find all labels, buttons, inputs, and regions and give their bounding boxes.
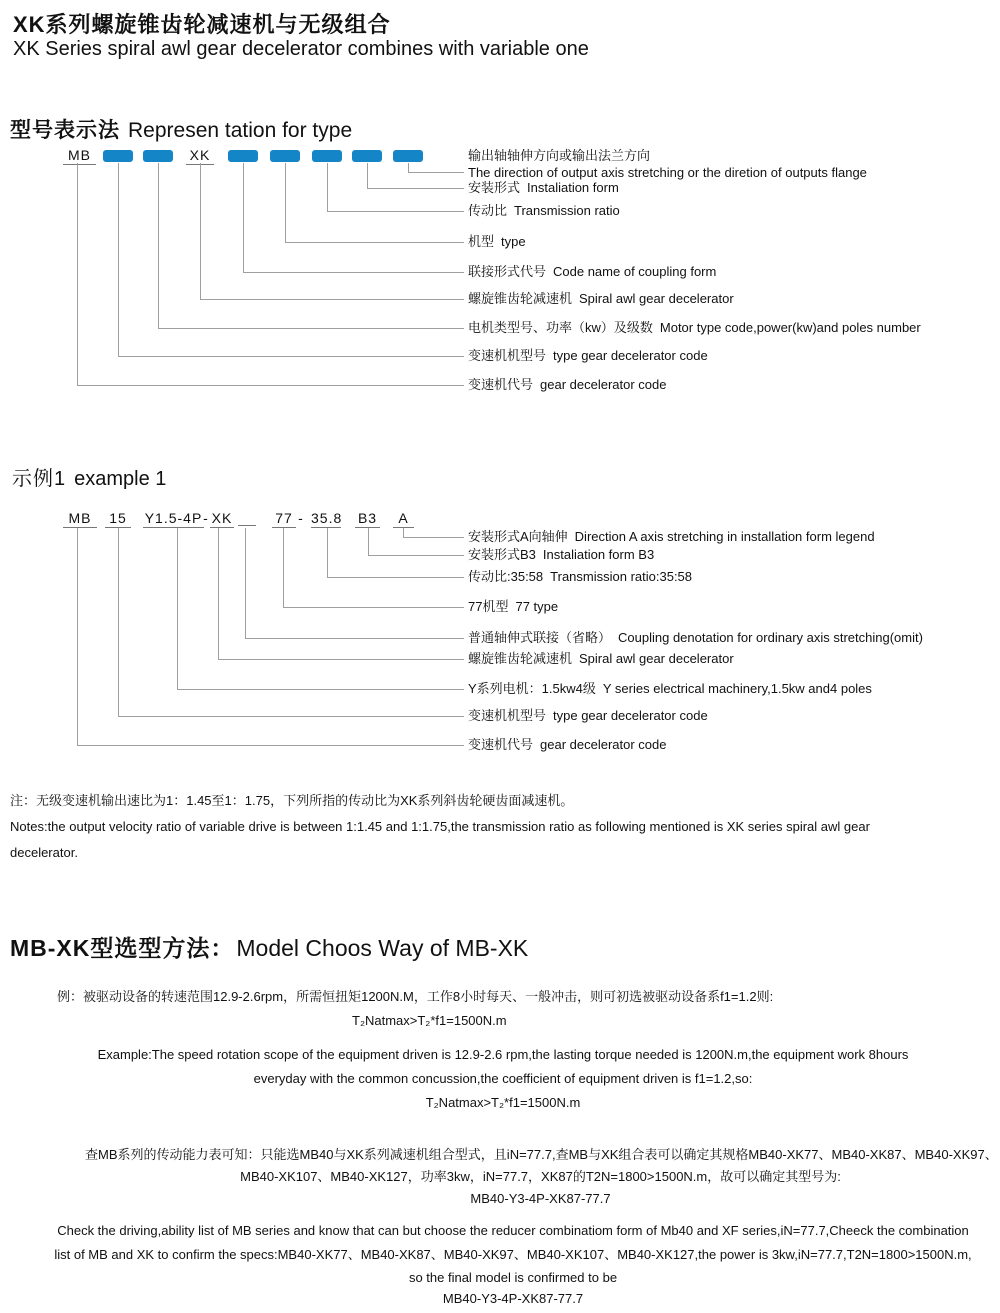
callout-label-en: Transmission ratio: [514, 203, 620, 218]
example-section-heading-cn: 示例1: [12, 468, 67, 490]
connector-line-vertical: [408, 163, 409, 172]
selection-section-heading-en: Model Choos Way of MB-XK: [236, 935, 529, 961]
connector-line-horizontal: [368, 555, 464, 556]
connector-line-vertical: [77, 163, 78, 385]
check-cn-line2: MB40-XK107、MB40-XK127，功率3kw，iN=77.7，XK87的T2N=1800>1500N.m，故可以确定其型号为:: [240, 1169, 841, 1184]
selection-example-en-line1: Example:The speed rotation scope of the equipment driven is 12.9-2.6 rpm,the lasting torque needed is 1200N.m,the equipment work 8hours: [97, 1047, 909, 1062]
check-en-line2: list of MB and XK to confirm the specs:MB40-XK77、MB40-XK87、MB40-XK97、MB40-XK107、MB40-XK127,the power is 3kw,iN=77.7,T2N=1800>1500N.m,: [54, 1247, 972, 1262]
callout-label: [468, 629, 923, 646]
connector-line-horizontal: [367, 188, 464, 189]
callout-label-en: Transmission ratio:35:58: [550, 569, 693, 584]
callout-label-en: type gear decelerator code: [553, 348, 708, 363]
callout-label-en: Motor type code,power(kw)and poles number: [659, 320, 921, 335]
check-cn-line1: 查MB系列的传动能力表可知：只能选MB40与XK系列减速机组合型式，且iN=77.7,查MB与XK组合表可以确定其规格MB40-XK77、MB40-XK87、MB40-XK97、: [85, 1147, 998, 1162]
callout-label-cn: 电机类型号、功率（kw）及级数: [468, 320, 653, 335]
field-code: MB: [63, 147, 96, 165]
callout-label-cn: 安装形式A向轴伸: [468, 529, 568, 544]
connector-line-vertical: [118, 163, 119, 356]
field-separator: -: [298, 510, 304, 526]
callout-label: [468, 528, 875, 545]
connector-line-vertical: [243, 163, 244, 272]
field-box: [143, 150, 173, 162]
callout-label-cn: 传动比:35:58: [468, 569, 544, 584]
callout-label-cn: 螺旋锥齿轮减速机: [468, 291, 573, 306]
notes-cn: 注：无级变速机输出速比为1：1.45至1：1.75，下列所指的传动比为XK系列斜齿轮硬齿面减速机。: [10, 793, 574, 808]
connector-line-vertical: [118, 528, 119, 716]
field-code: 35.8: [311, 510, 343, 526]
connector-line-horizontal: [285, 242, 464, 243]
field-box: [393, 150, 423, 162]
callout-label-cn: 变速机代号: [468, 377, 534, 392]
callout-label-en: The direction of output axis stretching or the diretion of outputs flange: [468, 165, 867, 180]
callout-label-cn: 输出轴轴伸方向或输出法兰方向: [468, 148, 651, 163]
example-section-heading: [12, 462, 166, 491]
callout-label: [468, 598, 558, 615]
connector-line-vertical: [368, 528, 369, 555]
callout-label-cn: 变速机机型号: [468, 348, 547, 363]
callout-label: [468, 707, 708, 724]
field-box: [352, 150, 382, 162]
callout-label-en: gear decelerator code: [540, 377, 667, 392]
notes-en-line2: decelerator.: [10, 845, 78, 860]
callout-label-cn: 安装形式: [468, 180, 521, 195]
callout-label-cn: 变速机机型号: [468, 708, 547, 723]
model-section-heading: [10, 114, 352, 144]
callout-label-cn: Y系列电机：1.5kw4级: [468, 681, 596, 696]
field-code: 15: [105, 510, 131, 528]
callout-label: [468, 736, 667, 753]
callout-label: [468, 263, 716, 280]
page-title-en: XK Series spiral awl gear decelerator combines with variable one: [13, 38, 589, 60]
field-box: [312, 150, 342, 162]
field-box: [103, 150, 133, 162]
callout-label-en: 77 type: [515, 599, 559, 614]
selection-section-heading: [10, 930, 528, 963]
field-code: B3: [355, 510, 380, 528]
callout-label-cn: 螺旋锥齿轮减速机: [468, 651, 573, 666]
callout-label-cn: 安装形式B3: [468, 547, 536, 562]
callout-label-en: Instaliation form B3: [542, 547, 655, 562]
callout-label-en: type: [501, 234, 526, 249]
callout-label-en: Direction A axis stretching in installation form legend: [574, 529, 875, 544]
connector-line-horizontal: [118, 716, 464, 717]
field-code: Y1.5-4P: [144, 510, 203, 526]
callout-label-en: gear decelerator code: [540, 737, 667, 752]
notes-en-line1: Notes:the output velocity ratio of variable drive is between 1:1.45 and 1:1.75,the transmission ratio as following mentioned is XK series spiral awl gear: [10, 819, 870, 834]
check-en-line1: Check the driving,ability list of MB series and know that can but choose the reducer combinatiom form of Mb40 and XF series,iN=77.7,Cheeck the combination: [57, 1223, 969, 1238]
connector-line-horizontal: [77, 385, 464, 386]
connector-line-vertical: [327, 528, 328, 577]
connector-line-horizontal: [177, 689, 464, 690]
callout-label-en: Coupling denotation for ordinary axis stretching(omit): [618, 630, 923, 645]
connector-line-horizontal: [158, 328, 464, 329]
callout-label: [468, 568, 692, 585]
callout-label-cn: 机型: [468, 234, 495, 249]
field-code: MB: [63, 510, 97, 528]
callout-label: [468, 233, 526, 250]
connector-line-vertical: [283, 528, 284, 607]
field-code: 77: [272, 510, 296, 528]
field-code: XK: [186, 147, 214, 165]
callout-label: [468, 319, 921, 336]
field-code: A: [393, 510, 414, 528]
field-blank: [238, 510, 256, 526]
callout-label: [468, 202, 620, 219]
connector-line-horizontal: [408, 172, 464, 173]
callout-label: [468, 680, 872, 697]
callout-label: [468, 147, 867, 181]
check-en-line3: so the final model is confirmed to be: [408, 1270, 618, 1285]
callout-label: [468, 650, 734, 667]
callout-label-cn: 联接形式代号: [468, 264, 547, 279]
torque-formula-1: T₂Natmax>T₂*f1=1500N.m: [352, 1013, 507, 1028]
connector-line-vertical: [327, 163, 328, 211]
callout-label-cn: 77机型: [468, 599, 509, 614]
field-code: XK: [211, 510, 233, 526]
callout-label: [468, 290, 734, 307]
connector-line-vertical: [158, 163, 159, 328]
model-section-heading-en: Represen tation for type: [128, 119, 353, 142]
callout-label-en: Spiral awl gear decelerator: [579, 651, 734, 666]
field-box: [270, 150, 300, 162]
connector-line-vertical: [245, 528, 246, 638]
connector-line-horizontal: [218, 659, 464, 660]
connector-line-vertical: [285, 163, 286, 242]
model-section-heading-cn: 型号表示法: [10, 119, 120, 142]
callout-label-cn: 变速机代号: [468, 737, 534, 752]
callout-label: [468, 179, 619, 196]
field-separator: -: [203, 510, 209, 526]
connector-line-vertical: [403, 528, 404, 537]
connector-line-horizontal: [243, 272, 464, 273]
connector-line-horizontal: [327, 577, 464, 578]
example-section-heading-en: example 1: [74, 468, 167, 490]
callout-label-en: Code name of coupling form: [553, 264, 717, 279]
connector-line-vertical: [77, 528, 78, 745]
final-model-code-1: MB40-Y3-4P-XK87-77.7: [470, 1191, 611, 1206]
callout-label: [468, 376, 667, 393]
callout-label-cn: 普通轴伸式联接（省略）: [468, 630, 612, 645]
connector-line-horizontal: [327, 211, 464, 212]
callout-label-en: Spiral awl gear decelerator: [579, 291, 734, 306]
connector-line-vertical: [367, 163, 368, 188]
callout-label-en: Y series electrical machinery,1.5kw and4 poles: [602, 681, 872, 696]
callout-label-cn: 传动比: [468, 203, 508, 218]
selection-example-en-line2: everyday with the common concussion,the coefficient of equipment driven is f1=1.2,so:: [253, 1071, 753, 1086]
connector-line-horizontal: [200, 299, 464, 300]
callout-label: [468, 347, 708, 364]
connector-line-horizontal: [403, 537, 464, 538]
connector-line-vertical: [177, 528, 178, 689]
torque-formula-2: T₂Natmax>T₂*f1=1500N.m: [425, 1095, 581, 1110]
selection-example-cn: 例：被驱动设备的转速范围12.9-2.6rpm，所需恒扭矩1200N.M，工作8小时每天、一般冲击，则可初选被驱动设备系f1=1.2则:: [57, 989, 774, 1004]
connector-line-horizontal: [77, 745, 464, 746]
page-title-cn: XK系列螺旋锥齿轮减速机与无级组合: [13, 12, 391, 37]
field-box: [228, 150, 258, 162]
callout-label-en: type gear decelerator code: [553, 708, 708, 723]
connector-line-vertical: [218, 528, 219, 659]
final-model-code-2: MB40-Y3-4P-XK87-77.7: [442, 1291, 584, 1306]
connector-line-vertical: [200, 163, 201, 299]
callout-label: [468, 546, 654, 563]
connector-line-horizontal: [118, 356, 464, 357]
notes-block: [10, 792, 985, 870]
connector-line-horizontal: [245, 638, 464, 639]
selection-section-heading-cn: MB-XK型选型方法：: [10, 935, 235, 961]
callout-label-en: Instaliation form: [527, 180, 619, 195]
connector-line-horizontal: [283, 607, 464, 608]
